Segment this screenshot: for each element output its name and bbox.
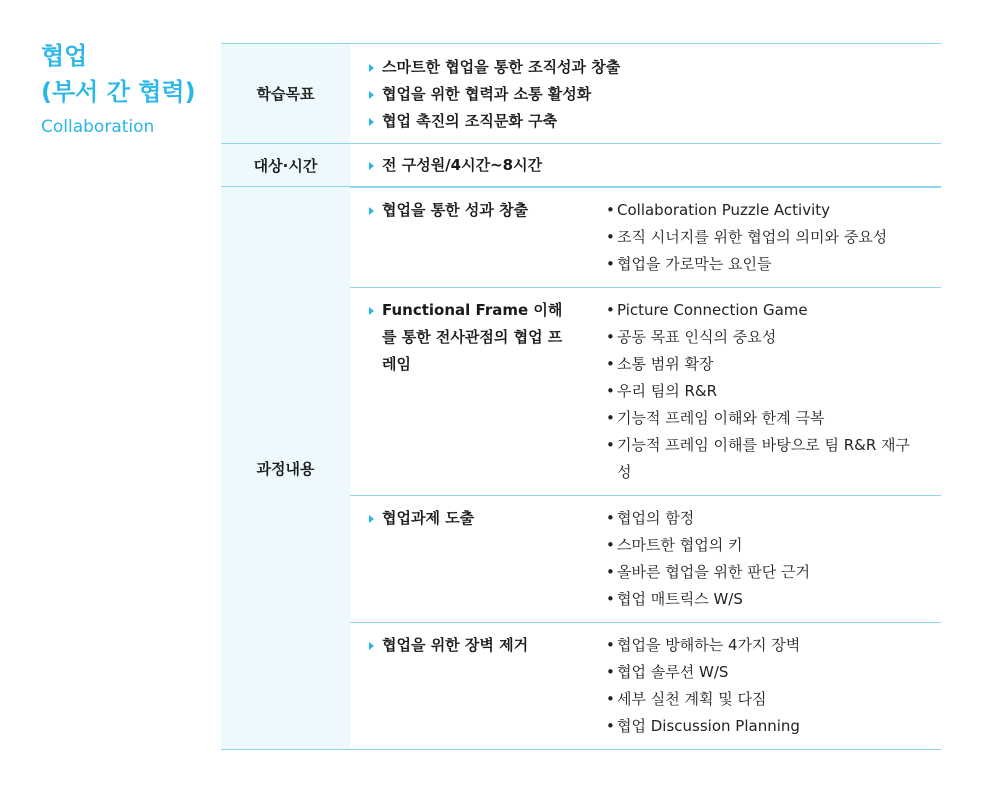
detail-item: • 조직 시너지를 위한 협업의 의미와 중요성: [606, 224, 941, 251]
detail-item: • Picture Connection Game: [606, 297, 941, 324]
section-topic-list: [368, 505, 606, 532]
section-topic: Functional Frame 이해를 통한 전사관점의 협업 프레임: [368, 297, 572, 378]
section-topic-cell: [350, 288, 606, 496]
section-details: [606, 632, 941, 740]
objective-item: 협업을 위한 협력과 소통 활성화: [368, 81, 941, 108]
section-heading: [41, 38, 211, 140]
target-cell: [350, 144, 941, 187]
detail-item: • 협업을 방해하는 4가지 장벽: [606, 632, 941, 659]
section-topic-list: [368, 632, 606, 659]
target-label: 대상·시간: [221, 144, 350, 187]
title-subtitle: (부서 간 협력): [41, 78, 196, 106]
section-topic-list: [368, 197, 606, 224]
section-topic-cell: [350, 623, 606, 750]
detail-item: • 협업을 가로막는 요인들: [606, 251, 941, 278]
section-topic-cell: [350, 496, 606, 623]
content-row: [221, 187, 941, 750]
section-details-cell: [606, 623, 941, 750]
detail-item: • 세부 실천 계획 및 다짐: [606, 686, 941, 713]
section-details: [606, 297, 941, 486]
objectives-row: [221, 44, 941, 144]
section-topic: 협업과제 도출: [368, 505, 606, 532]
target-row: [221, 144, 941, 187]
detail-item: • 스마트한 협업의 키: [606, 532, 941, 559]
section-topic: 협업을 통한 성과 창출: [368, 197, 606, 224]
content-section: [350, 623, 941, 750]
section-details-cell: [606, 188, 941, 288]
title-english: Collaboration: [41, 117, 155, 137]
content-section: [350, 288, 941, 496]
objectives-cell: [350, 44, 941, 144]
objectives-label: 학습목표: [221, 44, 350, 144]
section-details: [606, 197, 941, 278]
content-section: [350, 188, 941, 288]
target-item: 전 구성원/4시간~8시간: [368, 152, 941, 179]
detail-item: • 공동 목표 인식의 중요성: [606, 324, 941, 351]
detail-item: • 올바른 협업을 위한 판단 근거: [606, 559, 941, 586]
content-subtable: [350, 187, 941, 749]
detail-item: • Collaboration Puzzle Activity: [606, 197, 941, 224]
detail-item: • 협업 솔루션 W/S: [606, 659, 941, 686]
detail-item: • 기능적 프레임 이해와 한계 극복: [606, 405, 941, 432]
objectives-list: [368, 44, 941, 143]
section-topic-cell: [350, 188, 606, 288]
detail-item: • 기능적 프레임 이해를 바탕으로 팀 R&R 재구성: [606, 432, 917, 486]
detail-item: • 우리 팀의 R&R: [606, 378, 941, 405]
course-table: [221, 43, 941, 750]
section-details-cell: [606, 496, 941, 623]
objective-item: 협업 촉진의 조직문화 구축: [368, 108, 941, 135]
detail-item: • 협업 Discussion Planning: [606, 713, 941, 740]
content-cell: [350, 187, 941, 750]
section-details: [606, 505, 941, 613]
content-section: [350, 496, 941, 623]
section-topic: 협업을 위한 장벽 제거: [368, 632, 606, 659]
target-list: [368, 152, 941, 179]
objective-item: 스마트한 협업을 통한 조직성과 창출: [368, 54, 941, 81]
section-details-cell: [606, 288, 941, 496]
detail-item: • 소통 범위 확장: [606, 351, 941, 378]
detail-item: • 협업의 함정: [606, 505, 941, 532]
detail-item: • 협업 매트릭스 W/S: [606, 586, 941, 613]
section-topic-list: [368, 297, 606, 378]
title-korean: 협업: [41, 42, 88, 70]
content-label: 과정내용: [221, 187, 350, 750]
